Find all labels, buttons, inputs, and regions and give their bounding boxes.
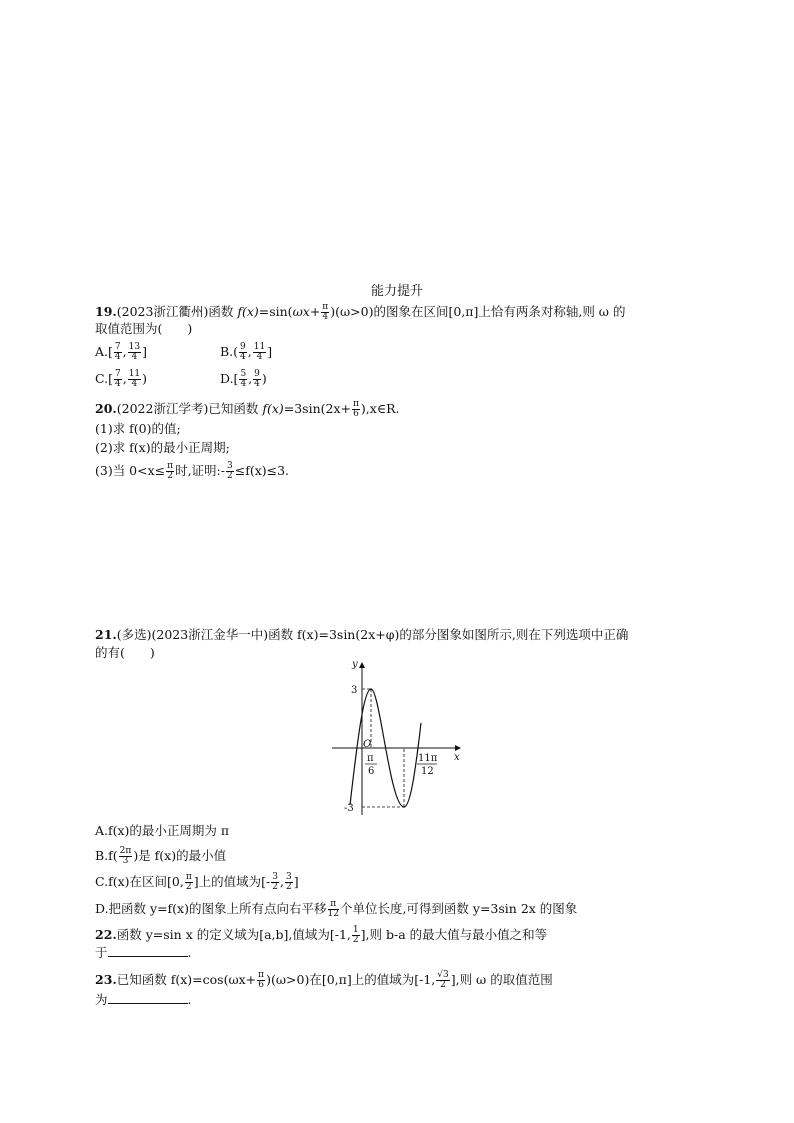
q23-line2 bbox=[95, 992, 192, 1008]
q19-opt-a-d2: 4 bbox=[131, 352, 138, 362]
q19-opt-c-d2: 4 bbox=[131, 379, 138, 389]
q21-opt-d-n: π bbox=[328, 900, 339, 910]
q23-answer-blank[interactable] bbox=[108, 992, 188, 1004]
y-min-label: -3 bbox=[344, 803, 354, 814]
q19-opt-d-n2: 9 bbox=[254, 369, 260, 379]
x2-denominator: 12 bbox=[421, 766, 434, 777]
q19-opt-a-close: ] bbox=[142, 344, 147, 359]
q19-opt-c-label: C.[ bbox=[95, 371, 113, 386]
q21-opt-d-a: D.把函数 y=f(x)的图象上所有点向右平移 bbox=[95, 901, 327, 916]
q23-number: 23. bbox=[95, 972, 117, 987]
q23-line2-a: 为 bbox=[95, 992, 108, 1007]
q20-number: 20. bbox=[95, 401, 117, 416]
q19-option-b: B.( $\frac{9}{4}$ , $\frac{11}{4}$ ] bbox=[220, 342, 273, 362]
x2-numerator: 11π bbox=[418, 753, 438, 764]
x-axis-label: x bbox=[454, 752, 460, 763]
q19-opt-d-close: ) bbox=[261, 371, 267, 386]
q19-number: 19. bbox=[95, 304, 117, 319]
q21-opt-c-frac1 bbox=[185, 873, 193, 892]
q19-opt-b-close: ] bbox=[267, 344, 273, 359]
q19-opt-b-label: B.( bbox=[220, 344, 239, 359]
q21-opt-d-b: 个单位长度,可得到函数 y=3sin 2x 的图象 bbox=[339, 901, 578, 916]
q20-p3-c: ≤f(x)≤3. bbox=[234, 463, 290, 478]
y-axis-label: y bbox=[352, 659, 358, 670]
y-max-label: 3 bbox=[351, 685, 358, 696]
q19-opt-c-close: ) bbox=[142, 371, 148, 386]
q22-answer-blank[interactable] bbox=[108, 945, 188, 957]
q19-opt-a-n2: 13 bbox=[128, 342, 141, 352]
q23-pi-over-6 bbox=[257, 971, 265, 990]
q21-opt-c-n: π bbox=[185, 872, 192, 882]
q19-opt-c-d1: 4 bbox=[114, 379, 121, 389]
q20-p3-two: 2 bbox=[167, 471, 173, 481]
q21-line2: 的有( ) bbox=[95, 645, 155, 660]
q20-source: (2022浙江学考)已知函数 bbox=[116, 401, 259, 416]
q21-opt-c-frac2 bbox=[271, 873, 279, 892]
q19-four: 4 bbox=[322, 312, 329, 322]
q19-opt-c-frac1 bbox=[114, 370, 122, 389]
q21-option-d bbox=[95, 900, 577, 919]
q21-option-b bbox=[95, 847, 226, 866]
q19-condition: )(ω>0)的图象在区间[0,π]上恰有两条对称轴,则 ω 的 bbox=[330, 304, 626, 319]
q19-opt-d-d1: 4 bbox=[240, 379, 247, 389]
q22-line1 bbox=[95, 926, 547, 945]
origin-label: O bbox=[363, 739, 372, 750]
q20-p3-two-b: 2 bbox=[226, 471, 233, 481]
q21-opt-c-c: ] bbox=[293, 874, 299, 889]
q21-opt-b-d: 3 bbox=[122, 856, 129, 866]
q19-opt-a-n1: 7 bbox=[114, 342, 121, 352]
q21-opt-c-n3: 3 bbox=[285, 872, 292, 882]
q21-opt-b-frac bbox=[119, 847, 133, 866]
q19-opt-a-frac1 bbox=[114, 343, 122, 362]
q21-opt-b-a: B.f( bbox=[95, 848, 118, 863]
q19-opt-d-n1: 5 bbox=[240, 369, 247, 379]
q19-opt-a-frac2 bbox=[128, 343, 141, 362]
q19-opt-a-label: A.[ bbox=[95, 344, 113, 359]
q23-sqrt3: √3 bbox=[437, 970, 449, 980]
q21-opt-d-d: 12 bbox=[327, 909, 339, 919]
q21-opt-b-b: )是 f(x)的最小值 bbox=[133, 848, 227, 863]
q20-p3-3-over-2 bbox=[226, 462, 234, 481]
q19-omega-x: ωx+ bbox=[292, 304, 321, 319]
q21-opt-c-comma: , bbox=[279, 874, 284, 889]
q19-opt-b-n2: 11 bbox=[253, 342, 266, 352]
q22-line2-b: . bbox=[187, 945, 192, 960]
q21-opt-c-b: ]上的值域为[- bbox=[193, 874, 271, 889]
q19-option-a: A.[ $\frac{7}{4}$ , $\frac{13}{4}$ ] bbox=[95, 342, 147, 362]
q20-part2: (2)求 f(x)的最小正周期; bbox=[95, 440, 230, 455]
q19-line2: 取值范围为( ) bbox=[95, 321, 193, 336]
q23-two: 2 bbox=[440, 980, 446, 990]
q23-line1 bbox=[95, 971, 553, 990]
q22-b: ],则 b-a 的最大值与最小值之和等 bbox=[360, 927, 548, 942]
q22-n: 1 bbox=[352, 925, 359, 935]
section-title: 能力提升 bbox=[370, 284, 423, 299]
q21-option-c bbox=[95, 873, 299, 892]
q19-line1 bbox=[95, 303, 625, 322]
q19-pi: π bbox=[322, 302, 329, 312]
q22-line2-a: 于 bbox=[95, 945, 108, 960]
q19-fx: f(x) bbox=[237, 304, 259, 319]
q21-opt-c-n2: 3 bbox=[272, 872, 278, 882]
q21-option-a: A.f(x)的最小正周期为 π bbox=[95, 823, 230, 838]
x1-denominator: 6 bbox=[368, 766, 375, 777]
q22-a: 函数 y=sin x 的定义域为[a,b],值域为[-1, bbox=[116, 927, 351, 942]
q21-number: 21. bbox=[95, 627, 117, 642]
q20-part3 bbox=[95, 462, 289, 481]
q20-part1: (1)求 f(0)的值; bbox=[95, 421, 181, 436]
q20-eq: =3sin(2x+ bbox=[283, 401, 351, 416]
q22-frac bbox=[352, 926, 360, 945]
q19-opt-b-frac2 bbox=[253, 343, 266, 362]
q19-source: (2023浙江衢州)函数 bbox=[116, 304, 234, 319]
q21-opt-b-n: 2π bbox=[119, 846, 132, 856]
q20-pi-over-6 bbox=[352, 400, 360, 419]
q19-opt-c-frac2 bbox=[128, 370, 141, 389]
x1-numerator: π bbox=[367, 753, 374, 764]
q19-opt-b-d2: 4 bbox=[256, 352, 263, 362]
q21-opt-c-d: 2 bbox=[185, 882, 192, 892]
q19-opt-b-frac1 bbox=[239, 343, 247, 362]
q19-opt-a-d1: 4 bbox=[114, 352, 121, 362]
q19-opt-b-n1: 9 bbox=[240, 342, 246, 352]
q20-six: 6 bbox=[353, 409, 359, 419]
q22-number: 22. bbox=[95, 927, 117, 942]
q20-fx: f(x) bbox=[262, 401, 284, 416]
q22-d: 2 bbox=[352, 935, 359, 945]
q20-p3-three: 3 bbox=[226, 461, 233, 471]
q19-opt-c-n2: 11 bbox=[128, 369, 141, 379]
q19-option-d: D.[ $\frac{5}{4}$ , $\frac{9}{4}$ ) bbox=[220, 369, 267, 389]
q23-a: 已知函数 f(x)=cos(ωx+ bbox=[116, 972, 257, 987]
q22-line2 bbox=[95, 945, 192, 961]
q21-opt-d-frac bbox=[328, 900, 339, 919]
q20-tail: ),x∈R. bbox=[360, 401, 400, 416]
q21-opt-c-a: C.f(x)在区间[0, bbox=[95, 874, 184, 889]
q20-p3-a: (3)当 0<x≤ bbox=[95, 463, 166, 478]
q19-eq: =sin( bbox=[258, 304, 293, 319]
q19-pi-over-4 bbox=[321, 303, 329, 322]
q19-opt-d-label: D.[ bbox=[220, 371, 239, 386]
q21-line1 bbox=[95, 627, 628, 643]
q20-pi: π bbox=[353, 399, 359, 409]
q20-line1 bbox=[95, 400, 399, 419]
q21-opt-c-d2: 2 bbox=[272, 882, 278, 892]
q19-opt-d-d2: 4 bbox=[254, 379, 260, 389]
q21-sine-graph bbox=[330, 655, 470, 820]
q21-opt-c-frac3 bbox=[285, 873, 293, 892]
q20-p3-pi: π bbox=[167, 461, 174, 471]
q21-opt-c-d3: 2 bbox=[285, 882, 292, 892]
q20-p3-pi-over-2 bbox=[166, 462, 174, 481]
q19-opt-d-frac1 bbox=[239, 370, 247, 389]
q19-opt-b-d1: 4 bbox=[240, 352, 246, 362]
q19-option-c: C.[ $\frac{7}{4}$ , $\frac{11}{4}$ ) bbox=[95, 369, 148, 389]
q23-sqrt3-over-2 bbox=[436, 971, 449, 990]
q23-pi: π bbox=[258, 970, 265, 980]
q19-opt-c-n1: 7 bbox=[114, 369, 121, 379]
q21-text: (多选)(2023浙江金华一中)函数 f(x)=3sin(2x+φ)的部分图象如图所示,则在下列选项中正确 bbox=[116, 627, 629, 642]
q23-six: 6 bbox=[258, 980, 264, 990]
q23-c: ],则 ω 的取值范围 bbox=[450, 972, 553, 987]
q19-opt-d-frac2 bbox=[253, 370, 261, 389]
q23-b: )(ω>0)在[0,π]上的值域为[-1, bbox=[266, 972, 436, 987]
q23-line2-b: . bbox=[187, 992, 192, 1007]
q20-p3-b: 时,证明:- bbox=[175, 463, 225, 478]
